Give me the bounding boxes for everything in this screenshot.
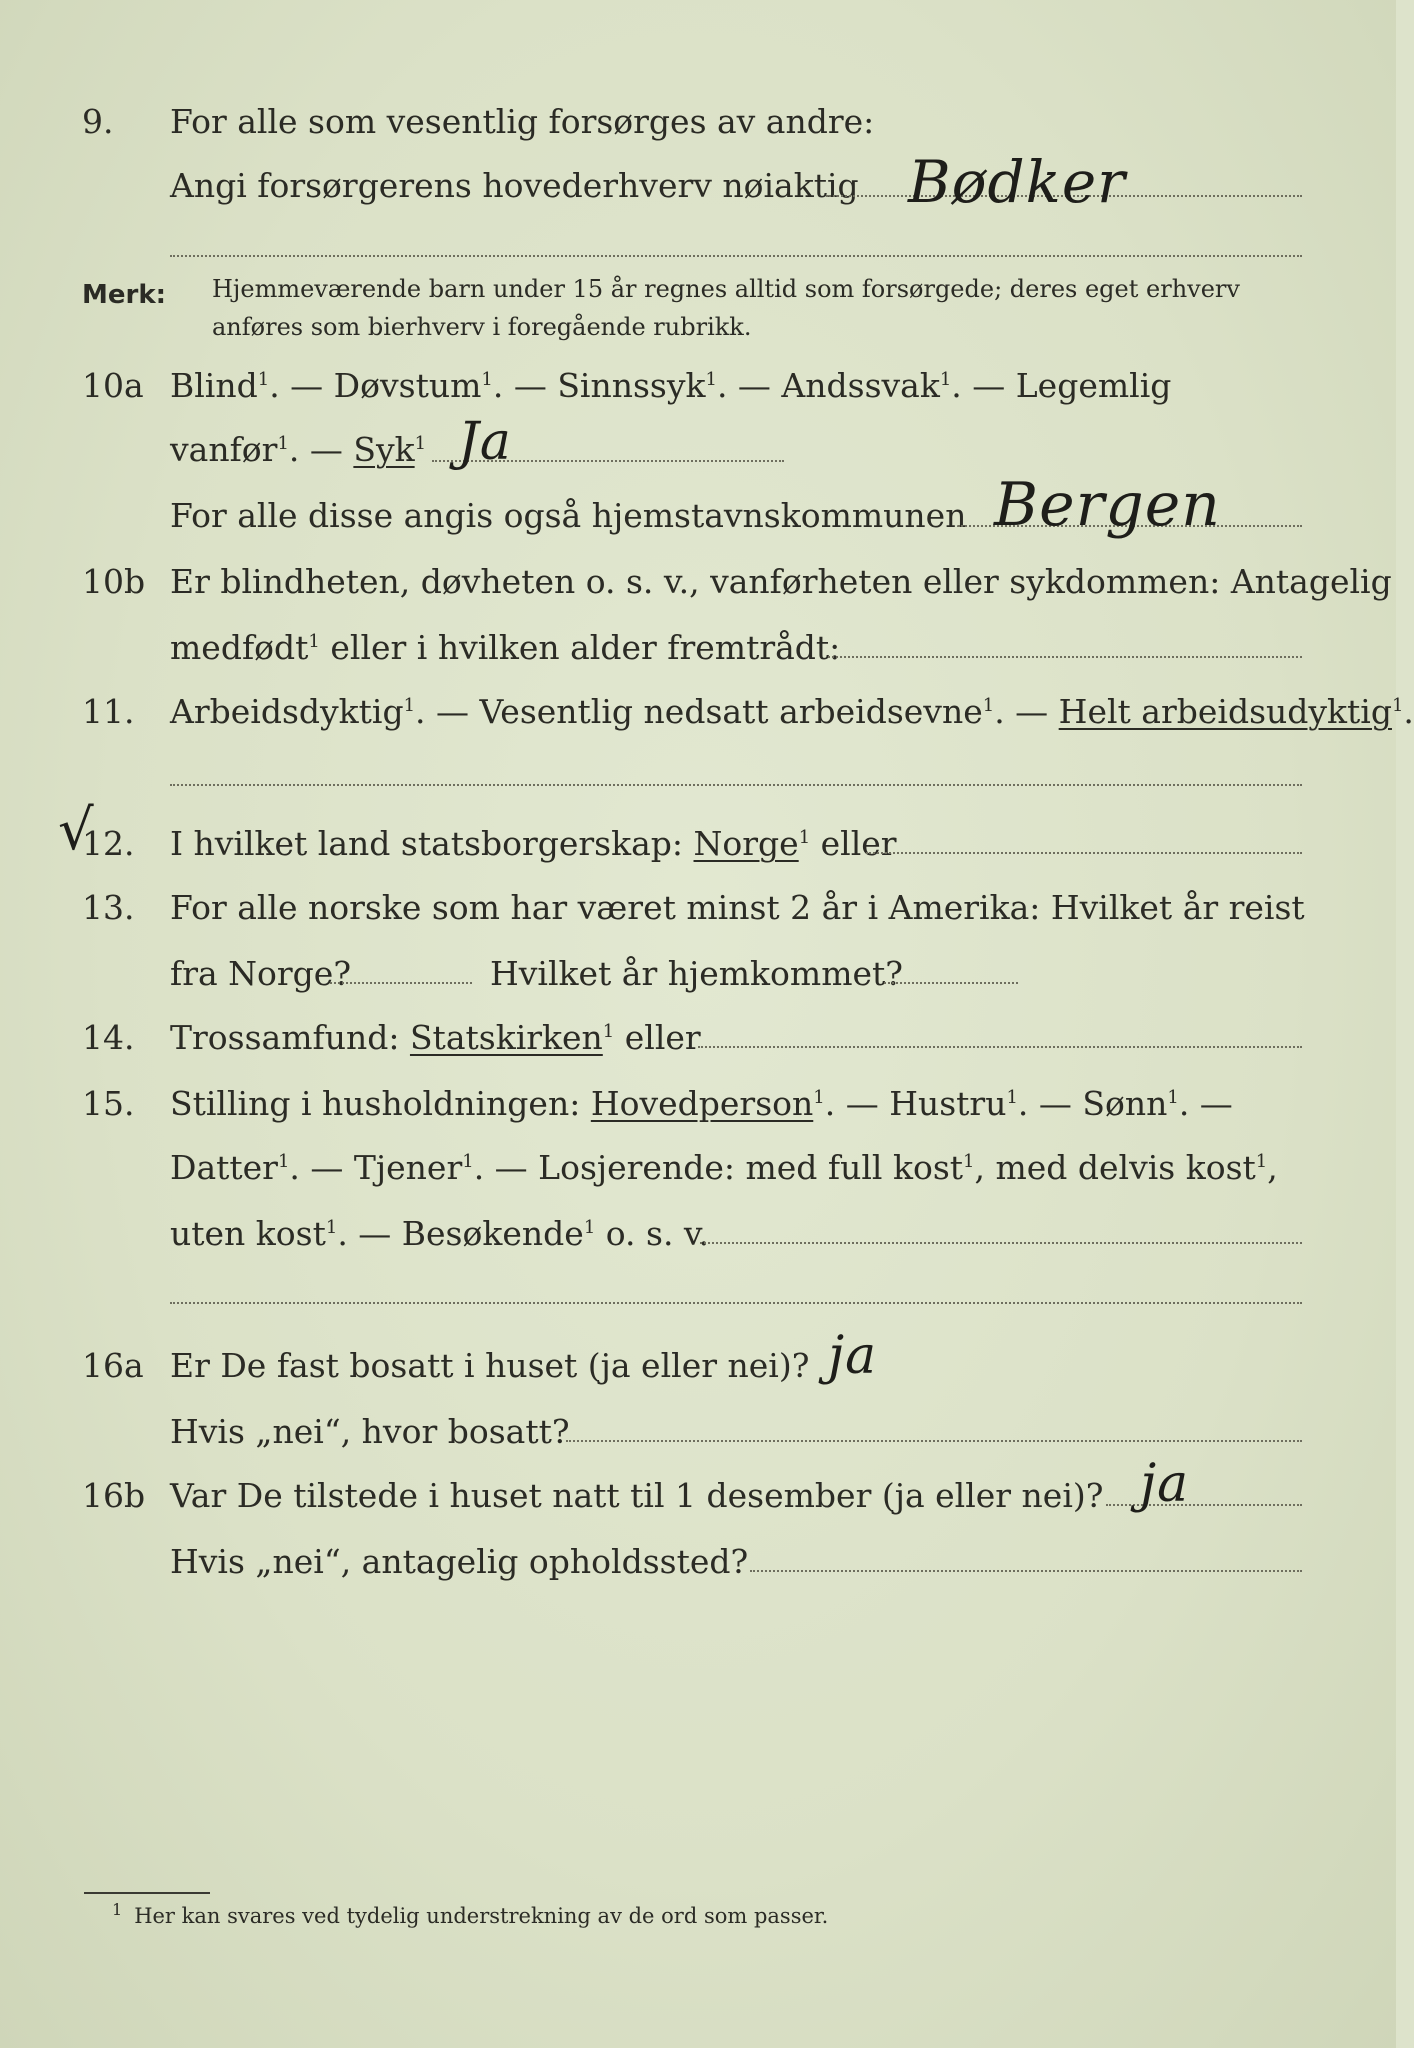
q14-text: Trossamfund: Statskirken$^1$ eller xyxy=(170,1018,701,1057)
merk-label: Merk: xyxy=(82,280,167,310)
q10a-hometown-answer[interactable]: Bergen xyxy=(994,470,1221,540)
q14-answer-line xyxy=(698,1046,1302,1048)
q16a-question: Er De fast bosatt i huset (ja eller nei)? xyxy=(170,1346,810,1385)
q11-selected: Helt arbeidsudyktig xyxy=(1058,692,1392,731)
q16a-followup: Hvis „nei“, hvor bosatt? xyxy=(170,1412,570,1451)
footnote-text: Her kan svares ved tydelig understrekning av de ord som passer. xyxy=(134,1904,829,1928)
q16b-answer[interactable]: ja xyxy=(1140,1454,1190,1514)
merk-text-2: anføres som bierhverv i foregående rubrikk. xyxy=(212,313,752,341)
q13-number: 13. xyxy=(82,888,135,927)
q12-answer-line xyxy=(866,852,1302,854)
q12-norge: Norge xyxy=(693,824,799,863)
q13-text-1: For alle norske som har været minst 2 år i Amerika: Hvilket år reist xyxy=(170,888,1305,927)
q13-hjemkommet-label: Hvilket år hjemkommet? xyxy=(490,954,903,993)
q10a-hometown-label: For alle disse angis også hjemstavnskommunen xyxy=(170,496,967,535)
merk-text-1: Hjemmeværende barn under 15 år regnes alltid som forsørgede; deres eget erhverv xyxy=(212,275,1240,303)
q10a-syk: Syk xyxy=(353,430,415,469)
q10a-answer[interactable]: Ja xyxy=(458,412,512,472)
q16a-followup-line xyxy=(566,1440,1302,1442)
footnote xyxy=(112,1900,828,1928)
q10a-options-2: vanfør$^1$. — Syk$^1$ xyxy=(170,430,427,469)
q9-answer[interactable]: Bødker xyxy=(908,148,1126,216)
q15-text-3: uten kost$^1$. — Besøkende$^1$ o. s. v. xyxy=(170,1214,710,1253)
q10b-text-2: medfødt$^1$ eller i hvilken alder fremtrådt: xyxy=(170,628,841,667)
q10b-number: 10b xyxy=(82,562,146,601)
q15-text-2: Datter$^1$. — Tjener$^1$. — Losjerende: med full kost$^1$, med delvis kost$^1$, xyxy=(170,1148,1278,1187)
q16a-number: 16a xyxy=(82,1346,144,1385)
q12-number: 12. xyxy=(82,824,135,863)
q13-reist-line xyxy=(330,982,472,984)
footnote-divider xyxy=(84,1892,210,1894)
q9-question: Angi forsørgerens hovederhverv nøiaktig xyxy=(170,166,859,205)
q11-options: Arbeidsdyktig$^1$. — Vesentlig nedsatt arbeidsevne$^1$. — Helt arbeidsudyktig$^1$. xyxy=(170,692,1414,731)
q11-number: 11. xyxy=(82,692,135,731)
footnote-mark: 1 xyxy=(112,1900,123,1919)
q15-extra-line xyxy=(170,1302,1302,1304)
q9-number: 9. xyxy=(82,102,114,141)
q14-statskirken: Statskirken xyxy=(409,1018,603,1057)
q10b-answer-line xyxy=(828,656,1302,658)
q15-text-1: Stilling i husholdningen: Hovedperson$^1$. — Hustru$^1$. — Sønn$^1$. — xyxy=(170,1084,1233,1123)
q9-extra-line xyxy=(170,255,1302,257)
q16b-answer-line xyxy=(1106,1504,1302,1506)
q13-reist-label: fra Norge? xyxy=(170,954,352,993)
check-mark-icon: √ xyxy=(58,798,94,863)
q13-hjemkommet-line xyxy=(884,982,1018,984)
q10a-options-1: Blind$^1$. — Døvstum$^1$. — Sinnssyk$^1$. — Andssvak$^1$. — Legemlig xyxy=(170,366,1172,405)
q16a-answer[interactable]: ja xyxy=(828,1326,878,1386)
q16b-followup-line xyxy=(750,1570,1302,1572)
q11-extra-line xyxy=(170,784,1302,786)
q16b-question: Var De tilstede i huset natt til 1 desember (ja eller nei)? xyxy=(170,1476,1104,1515)
q16b-number: 16b xyxy=(82,1476,146,1515)
q10a-number: 10a xyxy=(82,366,144,405)
q15-number: 15. xyxy=(82,1084,135,1123)
q16b-followup: Hvis „nei“, antagelig opholdssted? xyxy=(170,1542,749,1581)
q12-text: I hvilket land statsborgerskap: Norge$^1$ eller xyxy=(170,824,897,863)
q15-hovedperson: Hovedperson xyxy=(590,1084,814,1123)
q15-answer-line xyxy=(700,1242,1302,1244)
q10b-text-1: Er blindheten, døvheten o. s. v., vanførheten eller sykdommen: Antagelig xyxy=(170,562,1392,601)
q14-number: 14. xyxy=(82,1018,135,1057)
q9-text: For alle som vesentlig forsørges av andre: xyxy=(170,102,875,141)
